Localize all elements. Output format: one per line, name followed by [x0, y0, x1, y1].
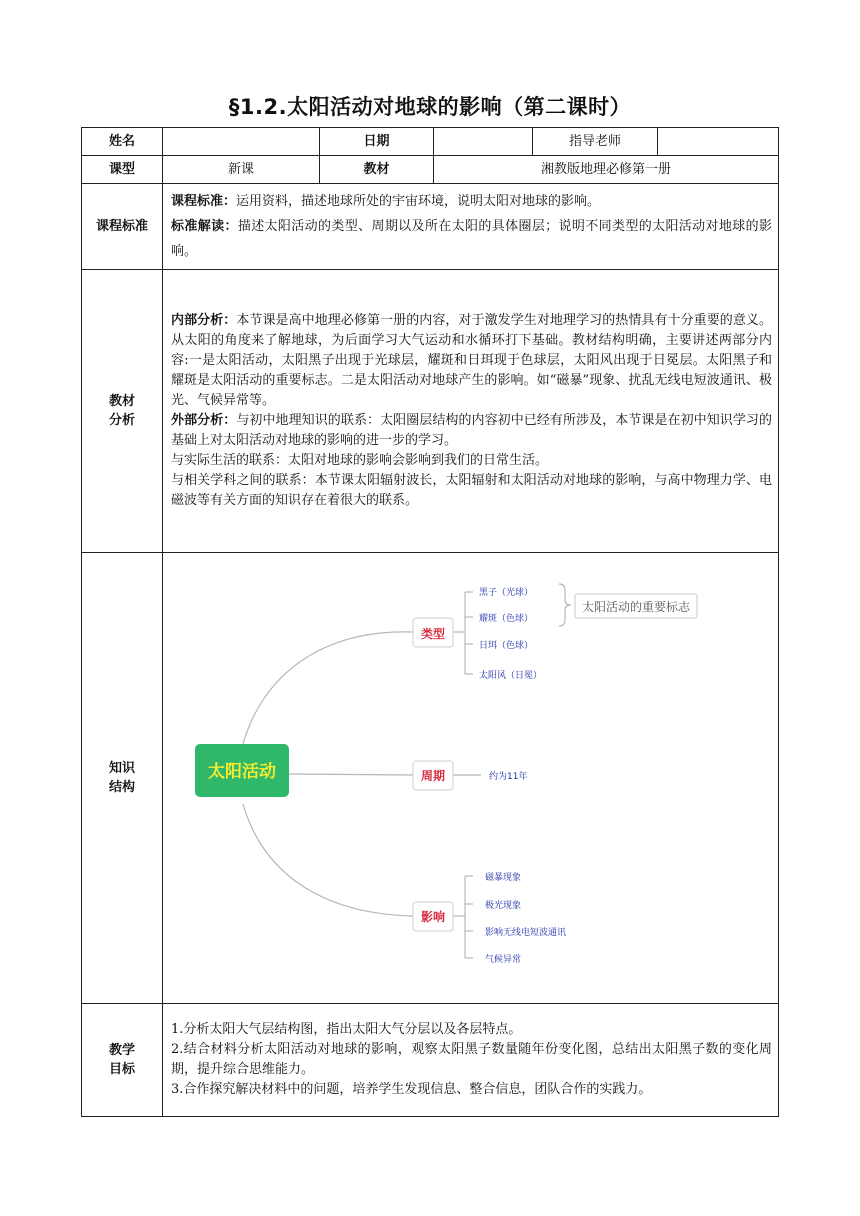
analysis-p2-label: 外部分析：: [171, 413, 237, 428]
effect-leaf: 磁暴现象: [485, 872, 522, 883]
analysis-label-line1: 教材: [108, 394, 135, 409]
course-type-value: 新课: [163, 156, 320, 184]
row-info: [82, 128, 779, 156]
effect-leaf: 气候异常: [485, 954, 522, 965]
branch-period-label: 周期: [420, 768, 446, 783]
analysis-p3: 与实际生活的联系：太阳对地球的影响会影响到我们的日常生活。: [171, 453, 549, 468]
goal-item: 3.合作探究解决材料中的问题，培养学生发现信息、整合信息，团队合作的实践力。: [171, 1082, 652, 1097]
analysis-content: [163, 270, 779, 553]
standard-p2-text: 描述太阳活动的类型、周期以及所在太阳的具体圈层；说明不同类型的太阳活动对地球的影响。: [171, 219, 772, 259]
branch-type-label: 类型: [420, 626, 446, 641]
name-value[interactable]: [163, 128, 320, 156]
goal-item: 2.结合材料分析太阳活动对地球的影响，观察太阳黑子数量随年份变化图，总结出太阳黑子数的变化周期，提升综合思维能力。: [171, 1042, 772, 1077]
name-label: 姓名: [82, 128, 163, 156]
analysis-label-line2: 分析: [108, 413, 135, 428]
goals-label: [82, 1004, 163, 1117]
teacher-label: 指导老师: [533, 128, 658, 156]
effect-leaves: [485, 871, 566, 965]
date-label: 日期: [320, 128, 434, 156]
knowledge-label-line2: 结构: [108, 780, 135, 795]
root-node-label: 太阳活动: [208, 761, 276, 782]
row-analysis: [82, 270, 779, 553]
standard-p1-label: 课程标准：: [171, 194, 237, 209]
type-leaves: [479, 586, 542, 681]
row-goals: [82, 1004, 779, 1117]
analysis-label: [82, 270, 163, 553]
goal-item: 1.分析太阳大气层结构图，指出太阳大气分层以及各层特点。: [171, 1022, 522, 1037]
textbook-label: 教材: [320, 156, 434, 184]
row-standard: [82, 184, 779, 270]
standard-p2-label: 标准解读：: [171, 219, 238, 234]
effect-leaf: 极光现象: [485, 900, 522, 911]
standard-label: 课程标准: [82, 184, 163, 270]
date-value[interactable]: [434, 128, 533, 156]
lesson-plan-table: [81, 127, 779, 1117]
textbook-value: 湘教版地理必修第一册: [434, 156, 779, 184]
standard-p1-text: 运用资料，描述地球所处的宇宙环境，说明太阳对地球的影响。: [236, 194, 601, 209]
type-note: 太阳活动的重要标志: [581, 599, 691, 614]
goals-label-line1: 教学: [108, 1043, 135, 1058]
goals-label-line2: 目标: [108, 1062, 135, 1077]
analysis-p2-text: 与初中地理知识的联系：太阳圈层结构的内容初中已经有所涉及，本节课是在初中知识学习的基础上对太阳活动对地球的影响的进一步的学习。: [171, 413, 772, 448]
mind-map: [163, 554, 778, 1003]
analysis-p4: 与相关学科之间的联系：本节课太阳辐射波长，太阳辐射和太阳活动对地球的影响，与高中物理力学、电磁波等有关方面的知识存在着很大的联系。: [171, 473, 772, 508]
teacher-value[interactable]: [658, 128, 779, 156]
type-leaf: 耀斑（色球）: [479, 613, 534, 624]
row-course: [82, 156, 779, 184]
standard-content: [163, 184, 779, 270]
row-knowledge: [82, 553, 779, 1004]
page-title: §1.2.太阳活动对地球的影响（第二课时）: [228, 95, 632, 119]
type-leaf: 黑子（光球）: [479, 587, 534, 598]
type-leaf: 日珥（色球）: [479, 640, 534, 651]
knowledge-content: [163, 553, 779, 1004]
analysis-p1-label: 内部分析：: [171, 313, 237, 328]
knowledge-label-line1: 知识: [108, 761, 135, 776]
branch-effect-label: 影响: [420, 909, 446, 924]
analysis-p1-text: 本节课是高中地理必修第一册的内容，对于激发学生对地理学习的热情具有十分重要的意义。从太阳的角度来了解地球，为后面学习大气运动和水循环打下基础。教材结构明确，主要讲述两部分内容:一是太阳活动，太阳黑子出现于光球层，耀斑和日珥现于色球层，太阳风出现于日冕层。太阳黑子和耀斑是太阳活动的重要标志。二是太阳活动对地球产生的影响。如“磁暴”现象、扰乱无线电短波通讯、极光、气候异常等。: [171, 313, 772, 408]
effect-leaf: 影响无线电短波通讯: [485, 927, 567, 938]
goals-content: [163, 1004, 779, 1117]
type-leaf: 太阳风（日冕）: [479, 670, 543, 681]
course-type-label: 课型: [82, 156, 163, 184]
period-leaf: 约为11年: [489, 771, 528, 782]
knowledge-label: [82, 553, 163, 1004]
